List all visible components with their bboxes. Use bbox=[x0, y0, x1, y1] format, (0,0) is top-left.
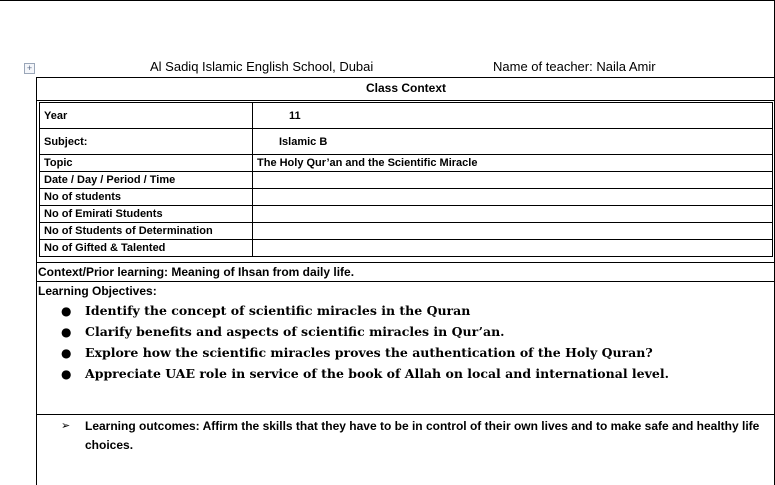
row-value[interactable] bbox=[253, 189, 773, 206]
table-row bbox=[40, 223, 773, 240]
row-value[interactable] bbox=[253, 206, 773, 223]
list-item: ● Appreciate UAE role in service of the book of Allah on local and international level. bbox=[61, 363, 669, 384]
class-info-table bbox=[39, 102, 773, 257]
divider bbox=[37, 414, 775, 415]
table-row bbox=[40, 240, 773, 257]
learning-outcomes bbox=[61, 417, 771, 455]
row-label: Year bbox=[40, 103, 253, 129]
lesson-plan-table bbox=[36, 77, 775, 485]
row-label: Topic bbox=[40, 155, 253, 172]
table-move-handle-icon[interactable]: + bbox=[24, 63, 35, 74]
row-value[interactable] bbox=[253, 172, 773, 189]
arrow-bullet-icon: ➢ bbox=[61, 420, 71, 432]
table-row bbox=[40, 155, 773, 172]
class-context-title: Class Context bbox=[37, 78, 775, 101]
table-row bbox=[40, 189, 773, 206]
list-item: ● Explore how the scientific miracles proves the authentication of the Holy Quran? bbox=[61, 342, 669, 363]
bullet-icon: ● bbox=[61, 346, 72, 360]
row-value[interactable]: 11 bbox=[253, 103, 773, 129]
row-value[interactable] bbox=[253, 223, 773, 240]
row-label: No of Gifted & Talented bbox=[40, 240, 253, 257]
row-label: Date / Day / Period / Time bbox=[40, 172, 253, 189]
row-value[interactable]: The Holy Qur’an and the Scientific Miracle bbox=[253, 155, 773, 172]
learning-outcomes-text: Learning outcomes: Affirm the skills that they have to be in control of their own lives and to make safe and healthy life choices. bbox=[85, 419, 760, 452]
bullet-icon: ● bbox=[61, 304, 72, 318]
list-item: ● Identify the concept of scientific miracles in the Quran bbox=[61, 300, 669, 321]
row-label: No of students bbox=[40, 189, 253, 206]
learning-objectives-list bbox=[61, 300, 669, 384]
row-label: No of Emirati Students bbox=[40, 206, 253, 223]
table-row bbox=[40, 129, 773, 155]
row-label: No of Students of Determination bbox=[40, 223, 253, 240]
table-row bbox=[40, 206, 773, 223]
bullet-icon: ● bbox=[61, 367, 72, 381]
table-row bbox=[40, 103, 773, 129]
row-label: Subject: bbox=[40, 129, 253, 155]
school-name: Al Sadiq Islamic English School, Dubai bbox=[150, 59, 374, 74]
row-value[interactable]: Islamic B bbox=[253, 129, 773, 155]
list-item: ● Clarify benefits and aspects of scientific miracles in Qur’an. bbox=[61, 321, 669, 342]
context-prior-learning: Context/Prior learning: Meaning of Ihsan from daily life. bbox=[37, 262, 775, 282]
learning-objectives-heading: Learning Objectives: bbox=[38, 284, 157, 298]
table-row bbox=[40, 172, 773, 189]
page-top-border bbox=[0, 0, 774, 1]
row-value[interactable] bbox=[253, 240, 773, 257]
teacher-name: Name of teacher: Naila Amir bbox=[493, 59, 656, 74]
bullet-icon: ● bbox=[61, 325, 72, 339]
